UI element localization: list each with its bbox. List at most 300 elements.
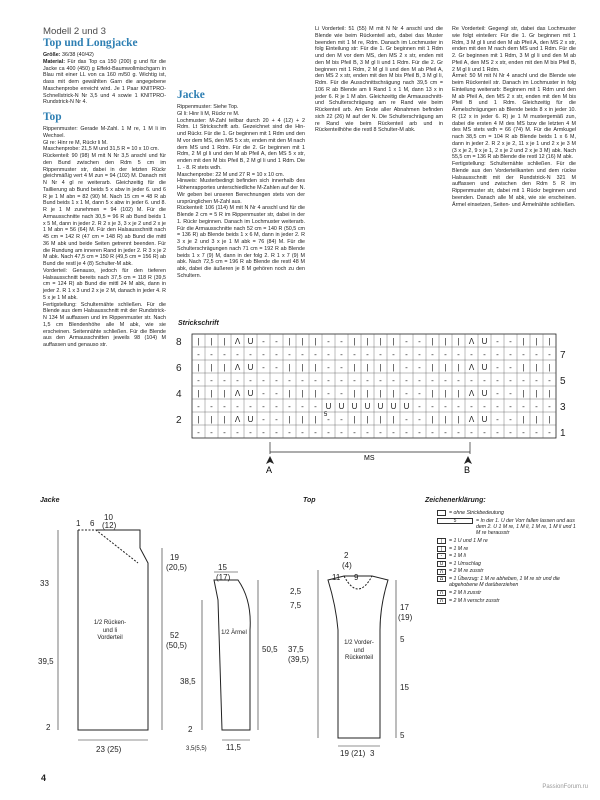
chart-cell-symbol: | <box>457 415 460 424</box>
chart-cell-symbol: - <box>288 376 291 385</box>
chart-cell-symbol: | <box>210 415 213 424</box>
legend-item <box>437 568 577 574</box>
chart-cell-symbol: Λ <box>468 337 475 346</box>
knitting-chart <box>170 330 580 480</box>
legend-item <box>437 518 577 537</box>
dim-label: 37,5 <box>288 645 304 654</box>
chart-cell-symbol: U <box>364 402 371 411</box>
chart-cell-symbol: - <box>197 350 200 359</box>
chart-cell-symbol: - <box>548 376 551 385</box>
row-label-right: 1 <box>560 428 566 439</box>
dim-label: (20,5) <box>166 563 187 572</box>
chart-cell-symbol: - <box>431 350 434 359</box>
chart-cell-symbol: | <box>379 415 382 424</box>
chart-cell-symbol: - <box>275 337 278 346</box>
jacke-paragraph: Re Vorderteil: Gegengl str, dabei das Lochmuster wie folgt einteilen: Für die 1. Gr beginnen mit 1 Rdm, 3 M gl li und den M ab Pfeil A, den MS 2 x str, enden mit den M nach dem MS und 1 Rdm. Für die 2. Gr beginnen mit 1 Rdm, 3 M gl li und den M ab Pfeil A, den MS 2 x str, enden mit den M bis Pfeil B, 2 M gl li und 1 Rdm. <box>452 26 576 73</box>
chart-cell-symbol: - <box>470 350 473 359</box>
chart-cell-symbol: - <box>405 389 408 398</box>
chart-cell-symbol: U <box>247 415 254 424</box>
text-column-1 <box>43 26 166 348</box>
chart-cell-symbol: U <box>377 402 384 411</box>
row-label-right: 3 <box>560 402 566 413</box>
chart-cell-symbol: - <box>314 376 317 385</box>
arrow-b-label: B <box>464 465 471 475</box>
chart-cell-symbol: | <box>431 389 434 398</box>
chart-cell-symbol: | <box>392 415 395 424</box>
model-label: Modell 2 und 3 <box>43 26 106 37</box>
chart-cell-symbol: - <box>301 428 304 437</box>
dim-label: 1 <box>76 519 81 528</box>
dim-label: 52 <box>170 631 179 640</box>
schematic-jacke <box>38 508 188 758</box>
legend-text: = 1 U und 1 M re <box>449 538 488 544</box>
chart-cell-symbol: - <box>405 350 408 359</box>
schematic-top <box>288 540 428 760</box>
chart-cell-symbol: Λ <box>234 415 241 424</box>
chart-cell-symbol: - <box>418 389 421 398</box>
chart-cell-symbol: - <box>509 337 512 346</box>
chart-cell-symbol: - <box>236 350 239 359</box>
chart-cell-symbol: - <box>535 428 538 437</box>
chart-cell-symbol: - <box>340 389 343 398</box>
chart-cell-symbol: - <box>418 363 421 372</box>
chart-cell-symbol: | <box>301 389 304 398</box>
chart-cell-symbol: - <box>327 389 330 398</box>
chart-cell-symbol: - <box>340 415 343 424</box>
chart-cell-symbol: - <box>483 428 486 437</box>
chart-cell-symbol: | <box>314 389 317 398</box>
chart-cell-symbol: - <box>496 389 499 398</box>
chart-cell-symbol: - <box>288 402 291 411</box>
chart-cell-symbol: - <box>275 402 278 411</box>
dim-label: 2 <box>188 725 193 734</box>
chart-cell-symbol: - <box>262 415 265 424</box>
chart-cell-symbol: - <box>418 402 421 411</box>
chart-cell-symbol: - <box>483 350 486 359</box>
chart-cell-symbol: | <box>548 363 551 372</box>
row-label-left: 2 <box>176 415 182 426</box>
page-title: Top und Longjacke <box>43 37 138 49</box>
legend-text: = In der 1. U der Vorr fallen lassen und aus dem 2. U 1 M re, 1 M li, 1 M re, 1 M li und 1 M re herausstr <box>476 517 576 537</box>
dim-label: 2,5 <box>290 587 302 596</box>
chart-cell-symbol: | <box>548 389 551 398</box>
chart-cell-symbol: | <box>366 415 369 424</box>
chart-cell-symbol: Λ <box>234 337 241 346</box>
chart-cell-symbol: - <box>249 376 252 385</box>
chart-cell-symbol: | <box>444 337 447 346</box>
chart-cell-symbol: - <box>197 376 200 385</box>
chart-cell-symbol: | <box>548 337 551 346</box>
chart-cell-symbol: | <box>288 415 291 424</box>
dim-label: 5 <box>400 731 405 740</box>
chart-cell-symbol: - <box>340 363 343 372</box>
chart-cell-symbol: - <box>366 428 369 437</box>
dim-label: (4) <box>342 561 352 570</box>
chart-cell-symbol: - <box>392 350 395 359</box>
row-label-right: 5 <box>560 376 566 387</box>
chart-cell-symbol: U <box>351 402 358 411</box>
jacke-paragraph: Li Vorderteil: 51 (55) M mit N Nr 4 anschl und die Blende wie beim Rückenteil arb, dabei das Muster beenden mit 1 M re, Rdm. Danach im Lochmuster in folg Einteilung str: Für die 1. Gr beginnen mit 1 Rdm und den M vor dem MS, den MS 2 x str, enden mit den M bis Pfeil B, 3 M gl li und 1 Rdm. Für die 2. Gr beginnen mit 1 Rdm, 2 M gl li und den M ab Pfeil A, den MS 2 x str, enden mit den M bis Pfeil B, 3 M gl li, Rdm. Für die Ausschnittschrägung nach 39,5 cm = 106 R ab Blende am li Rand 1 x 1 M, dann 13 x in jeder 6. R je 1 M abn. Gleichzeitig die Armausschnitt- und Schulterschrägung am re Rand wie beim Rückenteil arb. Am Ende aller Abnahmen befinden sich 22 (26) M auf der N. Die Schulterschrägung am re Rand wie beim Rückenteil arb und in Rückenteilhöhe die restl 8 Schulter-M abk. <box>315 26 443 134</box>
chart-cell-symbol: - <box>301 402 304 411</box>
chart-cell-symbol: Λ <box>234 363 241 372</box>
legend-item <box>437 546 577 552</box>
chart-cell-symbol: - <box>210 402 213 411</box>
chart-cell-symbol: - <box>509 363 512 372</box>
chart-cell-symbol: - <box>522 350 525 359</box>
chart-cell-symbol: | <box>288 389 291 398</box>
chart-cell-symbol: | <box>457 389 460 398</box>
size-paragraph: Größe: 36/38 (40/42) <box>43 52 94 58</box>
chart-cell-symbol: - <box>535 376 538 385</box>
chart-cell-symbol: | <box>535 389 538 398</box>
legend-symbol-icon: Λ <box>437 598 446 604</box>
chart-cell-symbol: | <box>431 363 434 372</box>
chart-cell-symbol: - <box>327 363 330 372</box>
legend-symbol-icon: Δ <box>437 576 446 582</box>
top-paragraph: Gl re: Hinr re M, Rückr li M. <box>43 139 108 146</box>
chart-cell-symbol: - <box>236 376 239 385</box>
legend-item <box>437 590 577 596</box>
dim-label: 11 <box>332 573 341 582</box>
chart-cell-symbol: - <box>431 402 434 411</box>
chart-cell-symbol: - <box>314 350 317 359</box>
legend-text: = 1 Umschlag <box>449 560 481 567</box>
row-label-left: 8 <box>176 337 182 348</box>
top-paragraph: Maschenprobe: 21,5 M und 31,5 R = 10 x 10 cm. <box>43 146 159 153</box>
chart-cell-symbol: - <box>457 428 460 437</box>
chart-cell-symbol: Λ <box>468 415 475 424</box>
chart-cell-symbol: - <box>379 350 382 359</box>
chart-cell-symbol: - <box>249 350 252 359</box>
jacke-paragraph: Fertigstellung: Schulternähte schließen. Für die Blende aus den Vorderteilkanten und dem rückw Halsausschnitt mit der Rundstrick-N 321 M auffassen und zwischen den Rdm 5 R im Rippenmuster str, dabei mit 1 Rückr beginnen und beenden. Danach alle M abk, wie sie erscheinen. Ärmel einsetzen, Seiten- und Ärmelnähte schließen. <box>452 161 576 208</box>
chart-cell-symbol: - <box>470 376 473 385</box>
legend-item <box>437 538 577 544</box>
chart-cell-symbol: - <box>548 350 551 359</box>
chart-cell-symbol: | <box>301 337 304 346</box>
dim-label: 15 <box>218 563 227 572</box>
chart-cell-symbol: U <box>481 337 488 346</box>
legend-symbol-icon: U <box>437 561 446 567</box>
chart-cell-symbol: | <box>223 337 226 346</box>
chart-cell-symbol: | <box>366 363 369 372</box>
chart-cell-symbol: - <box>483 376 486 385</box>
chart-cell-symbol: | <box>522 363 525 372</box>
chart-cell-symbol: | <box>366 389 369 398</box>
jacke-paragraph: Gl li: Hinr li M, Rückr re M. <box>177 110 240 117</box>
chart-cell-symbol: - <box>197 402 200 411</box>
section-title-top: Top <box>43 111 62 123</box>
chart-cell-symbol: | <box>314 415 317 424</box>
chart-cell-symbol: - <box>522 402 525 411</box>
chart-cell-symbol: Λ <box>234 389 241 398</box>
chart-cell-symbol: - <box>262 363 265 372</box>
chart-cell-symbol: - <box>405 337 408 346</box>
chart-cell-symbol: | <box>535 415 538 424</box>
chart-cell-symbol: - <box>327 415 330 424</box>
chart-cell-symbol: | <box>392 389 395 398</box>
chart-cell-symbol: - <box>301 376 304 385</box>
chart-cell-symbol: - <box>262 389 265 398</box>
jacke-paragraph: Hinweis: Musterbedingt befinden sich innerhalb des Höhenrapportes unterschiedliche M-Zahlen auf der N. Wir geben bei unseren Berechnungen stets von der ursprünglichen M-Zahl aus. <box>177 178 305 205</box>
chart-cell-symbol: - <box>262 376 265 385</box>
row-label-left: 4 <box>176 389 182 400</box>
chart-cell-symbol: | <box>210 363 213 372</box>
dim-label: (17) <box>216 573 231 582</box>
section-title-jacke: Jacke <box>177 89 205 101</box>
chart-cell-symbol: - <box>314 428 317 437</box>
chart-cell-symbol: | <box>301 363 304 372</box>
dim-label: 3,5(5,5) <box>186 746 207 752</box>
chart-cell-symbol: - <box>509 389 512 398</box>
chart-cell-symbol: U <box>481 389 488 398</box>
schematic-label: 1/2 Rücken- und li Vorderteil <box>93 620 127 641</box>
legend-item <box>437 598 577 604</box>
chart-cell-symbol: - <box>236 428 239 437</box>
chart-cell-symbol: U <box>338 402 345 411</box>
chart-cell-symbol: - <box>483 402 486 411</box>
chart-cell-symbol: U <box>390 402 397 411</box>
dim-label: 10 <box>104 513 113 522</box>
chart-cell-symbol: - <box>444 350 447 359</box>
legend-title: Zeichenerklärung: <box>425 497 486 504</box>
chart-cell-symbol: - <box>496 363 499 372</box>
chart-cell-symbol: | <box>288 337 291 346</box>
dim-label: (19) <box>398 613 413 622</box>
chart-cell-symbol: - <box>457 402 460 411</box>
chart-cell-symbol: - <box>470 428 473 437</box>
chart-cell-symbol: - <box>236 402 239 411</box>
legend-text: = 1 M li <box>449 553 466 560</box>
repeat-label: 5 <box>324 412 328 418</box>
jacke-paragraph: Maschenprobe: 22 M und 27 R = 10 x 10 cm. <box>177 171 285 178</box>
chart-cell-symbol: - <box>262 337 265 346</box>
chart-cell-symbol: | <box>444 363 447 372</box>
chart-cell-symbol: | <box>197 337 200 346</box>
chart-cell-symbol: - <box>353 376 356 385</box>
chart-cell-symbol: | <box>288 363 291 372</box>
dim-label: 9 <box>354 573 359 582</box>
chart-cell-symbol: | <box>457 363 460 372</box>
dim-label: (50,5) <box>166 641 187 650</box>
chart-cell-symbol: | <box>444 415 447 424</box>
dim-label: 19 (21) <box>340 749 366 758</box>
chart-cell-symbol: - <box>223 402 226 411</box>
schematic-aermel <box>178 560 278 760</box>
chart-cell-symbol: - <box>210 350 213 359</box>
chart-cell-symbol: - <box>548 428 551 437</box>
chart-cell-symbol: - <box>327 376 330 385</box>
chart-cell-symbol: | <box>314 363 317 372</box>
arrow-a-label: A <box>266 465 273 475</box>
dim-label: 15 <box>400 683 409 692</box>
chart-cell-symbol: | <box>223 389 226 398</box>
chart-cell-symbol: - <box>392 376 395 385</box>
legend-text: = 1 Überzug: 1 M re abheben, 1 M re str und die abgehobene M darüberziehen <box>449 575 560 589</box>
dim-label: 6 <box>90 519 95 528</box>
schematic-title-top: Top <box>303 497 316 504</box>
dim-label: 39,5 <box>38 657 54 666</box>
chart-cell-symbol: - <box>249 428 252 437</box>
dim-label: (12) <box>102 521 117 530</box>
chart-cell-symbol: - <box>275 363 278 372</box>
chart-cell-symbol: | <box>535 363 538 372</box>
legend-text: = 2 M li verschr zusstr <box>449 597 500 604</box>
top-paragraph: Vorderteil: Genauso, jedoch für den tieferen Halsausschnitt bereits nach 37,5 cm = 118 R (39,5 cm = 124 R) ab Bund die mittl 24 M abk, dann in jeder 2. R 1 x 3 und 2 x je 2 M, danach in jeder 4. R 5 x je 1 M abk. <box>43 267 166 301</box>
dim-label: 38,5 <box>180 677 196 686</box>
watermark: PassionForum.ru <box>542 784 588 790</box>
row-label-right: 7 <box>560 350 566 361</box>
chart-cell-symbol: | <box>353 415 356 424</box>
dim-label: 7,5 <box>290 601 302 610</box>
chart-cell-symbol: - <box>327 350 330 359</box>
chart-cell-symbol: - <box>431 376 434 385</box>
top-paragraph: Rückenteil: 90 (98) M mit N Nr 3,5 anschl und für den Bund zwischen den Rdm 5 cm im Rippenmuster str, dabei in der letzten Rückr gleichmäßig vert 4 M zun = 94 (102) M. Danach mit N Nr 4 gl re weiterarb. Gleichzeitig für die Taillierung ab Bund beids 5 x abw in jeder 6. und 6 R je 1 M abn = 82 (90) M. Nach 15 cm = 48 R ab Bund beids 1 x 1 M, dann 5 x abw in jeder 6. und 8. R je 1 M zunehmen = 94 (102) M. Für die Armausschnitte nach 30,5 = 96 R ab Bund beids 1 x 5 M, dann in jeder 2. R 2 x je 3, 3 x je 2 und 2 x je 1 M abn = 56 (64) M. Für den Halsausschnitt nach 45 cm = 142 R (47 cm = 148 R) ab Bund die mittl 36 M abk und beide Seiten getrennt beenden. Für die Rundung am inneren Rand in jeder 2. R 3 x je 2 M abk. Nach 47,5 cm = 150 R (49,5 cm = 156 R) ab Bund die restl je 4 (8) Schulter-M abk. <box>43 153 166 267</box>
chart-cell-symbol: | <box>444 389 447 398</box>
legend <box>437 510 577 605</box>
jacke-paragraph: Rippenmuster: Siehe Top. <box>177 104 239 110</box>
chart-cell-symbol: | <box>353 363 356 372</box>
chart-cell-symbol: U <box>325 402 332 411</box>
legend-text: = 2 M re zusstr <box>449 568 484 575</box>
chart-cell-symbol: - <box>327 428 330 437</box>
chart-cell-symbol: - <box>548 402 551 411</box>
chart-cell-symbol: - <box>301 350 304 359</box>
chart-cell-symbol: - <box>444 402 447 411</box>
chart-cell-symbol: - <box>522 376 525 385</box>
chart-cell-symbol: - <box>418 376 421 385</box>
arrow-a-icon <box>266 456 274 464</box>
chart-cell-symbol: - <box>223 350 226 359</box>
dim-label: 2 <box>46 723 51 732</box>
chart-cell-symbol: | <box>210 337 213 346</box>
chart-cell-symbol: - <box>496 415 499 424</box>
legend-text: = 2 M li zusstr <box>449 589 482 596</box>
legend-symbol-icon: 5 <box>437 518 473 524</box>
chart-cell-symbol: U <box>247 363 254 372</box>
top-paragraph: Rippenmuster: Gerade M-Zahl. 1 M re, 1 M li im Wechsel. <box>43 126 166 139</box>
chart-cell-symbol: - <box>509 350 512 359</box>
chart-cell-symbol: | <box>366 337 369 346</box>
dim-label: 5 <box>400 635 405 644</box>
page-number: 4 <box>41 773 47 783</box>
chart-cell-symbol: | <box>379 363 382 372</box>
top-paragraph: Fertigstellung: Schulternähte schließen. Für die Blende aus dem Halsausschnitt mit der Rundstrick-N 134 M auffassen und im Rippenmuster str. Nach 1,5 cm Blendenhöhe alle M abk, wie sie erscheinen. Seitennähte schließen. Für die Blende aus den Armausschnitten jeweils 98 (104) M auffassen und genauso str. <box>43 301 166 348</box>
dim-label: 50,5 <box>262 645 278 654</box>
chart-cell-symbol: | <box>522 415 525 424</box>
chart-title: Strickschrift <box>178 320 219 327</box>
chart-cell-symbol: - <box>496 350 499 359</box>
chart-cell-symbol: - <box>262 350 265 359</box>
chart-cell-symbol: | <box>301 415 304 424</box>
chart-cell-symbol: - <box>405 363 408 372</box>
chart-cell-symbol: - <box>275 428 278 437</box>
chart-cell-symbol: - <box>405 415 408 424</box>
chart-cell-symbol: - <box>509 402 512 411</box>
dim-label: 11,5 <box>226 743 241 752</box>
arrow-b-icon <box>464 456 472 464</box>
chart-cell-symbol: - <box>275 415 278 424</box>
legend-item <box>437 510 577 516</box>
chart-cell-symbol: - <box>457 376 460 385</box>
chart-cell-symbol: | <box>522 389 525 398</box>
chart-cell-symbol: - <box>405 428 408 437</box>
chart-cell-symbol: | <box>548 415 551 424</box>
dim-label: 3 <box>370 749 375 758</box>
chart-cell-symbol: - <box>444 376 447 385</box>
chart-cell-symbol: - <box>223 376 226 385</box>
chart-cell-symbol: - <box>509 376 512 385</box>
chart-cell-symbol: - <box>262 402 265 411</box>
legend-item <box>437 561 577 567</box>
chart-cell-symbol: | <box>392 337 395 346</box>
legend-symbol-icon <box>437 510 446 516</box>
dim-label: 33 <box>40 579 49 588</box>
row-label-left: 6 <box>176 363 182 374</box>
legend-symbol-icon: Λ <box>437 569 446 575</box>
chart-cell-symbol: - <box>288 350 291 359</box>
chart-cell-symbol: | <box>522 337 525 346</box>
chart-cell-symbol: U <box>247 337 254 346</box>
chart-cell-symbol: - <box>509 415 512 424</box>
chart-cell-symbol: - <box>457 350 460 359</box>
chart-cell-symbol: | <box>353 389 356 398</box>
chart-cell-symbol: - <box>392 428 395 437</box>
dim-label: 17 <box>400 603 409 612</box>
chart-cell-symbol: - <box>210 428 213 437</box>
ms-label: MS <box>364 455 375 462</box>
chart-cell-symbol: | <box>392 363 395 372</box>
material-paragraph: Material: Für das Top ca 150 (200) g und für die Jacke ca 400 (450) g Effekt-Baumwollmischgarn in Blau mit einer LL von ca 160 m/50 g. Wichtig ist, dass mit dem gewählten Garn die angegebene Maschenprobe erreicht wird. Je 1 Paar KNITPRO-Schnellstrick-N Nr 3,5 und 4 sowie 1 KNITPRO-Rundstrick-N Nr 4. <box>43 58 166 106</box>
chart-cell-symbol: - <box>379 428 382 437</box>
dim-label: 2 <box>344 551 349 560</box>
schematic-title-jacke: Jacke <box>40 497 60 504</box>
chart-cell-symbol: - <box>496 402 499 411</box>
chart-cell-symbol: - <box>340 376 343 385</box>
legend-symbol-icon: | <box>437 546 446 552</box>
chart-cell-symbol: - <box>418 415 421 424</box>
chart-cell-symbol: - <box>418 428 421 437</box>
chart-cell-symbol: - <box>444 428 447 437</box>
chart-cell-symbol: | <box>197 363 200 372</box>
chart-cell-symbol: - <box>418 337 421 346</box>
schematic-label: 1/2 Ärmel <box>221 630 247 636</box>
chart-cell-symbol: - <box>210 376 213 385</box>
dim-label: (39,5) <box>288 655 309 664</box>
dim-label: 19 <box>170 553 179 562</box>
chart-cell-symbol: | <box>197 389 200 398</box>
chart-cell-symbol: - <box>314 402 317 411</box>
legend-symbol-icon: | <box>437 538 446 544</box>
legend-text: = ohne Strickbedeutung <box>449 510 504 516</box>
chart-cell-symbol: - <box>366 350 369 359</box>
chart-cell-symbol: | <box>314 337 317 346</box>
schematic-label: 1/2 Vorder- und Rückenteil <box>344 640 374 661</box>
chart-cell-symbol: - <box>366 376 369 385</box>
jacke-paragraph: Lochmuster: M-Zahl teilbar durch 20 + 4 (12) + 2 Rdm. Lt Strickschrift arb. Gezeichnet sind die Hin- und Rückr. Für die 1. Gr beginnen mit 1 Rdm und den M vor dem MS, den MS 5 x str, enden mit den M nach dem MS und 1 Rdm. Für die 2. Gr beginnen mit 1 Rdm, 2 M gl li und den M ab Pfeil A, den MS 5 x str, enden mit den M bis Pfeil B, 2 M gl li und 1 Rdm. Die 1. - 8. R stets wdh. <box>177 117 305 171</box>
chart-cell-symbol: - <box>496 376 499 385</box>
chart-cell-symbol: - <box>197 428 200 437</box>
chart-cell-symbol: | <box>353 337 356 346</box>
chart-cell-symbol: - <box>340 337 343 346</box>
chart-cell-symbol: | <box>379 337 382 346</box>
chart-cell-symbol: | <box>223 415 226 424</box>
chart-cell-symbol: - <box>470 402 473 411</box>
chart-cell-symbol: - <box>496 337 499 346</box>
chart-cell-symbol: - <box>496 428 499 437</box>
chart-cell-symbol: Λ <box>468 363 475 372</box>
chart-cell-symbol: | <box>431 337 434 346</box>
chart-cell-symbol: - <box>405 376 408 385</box>
